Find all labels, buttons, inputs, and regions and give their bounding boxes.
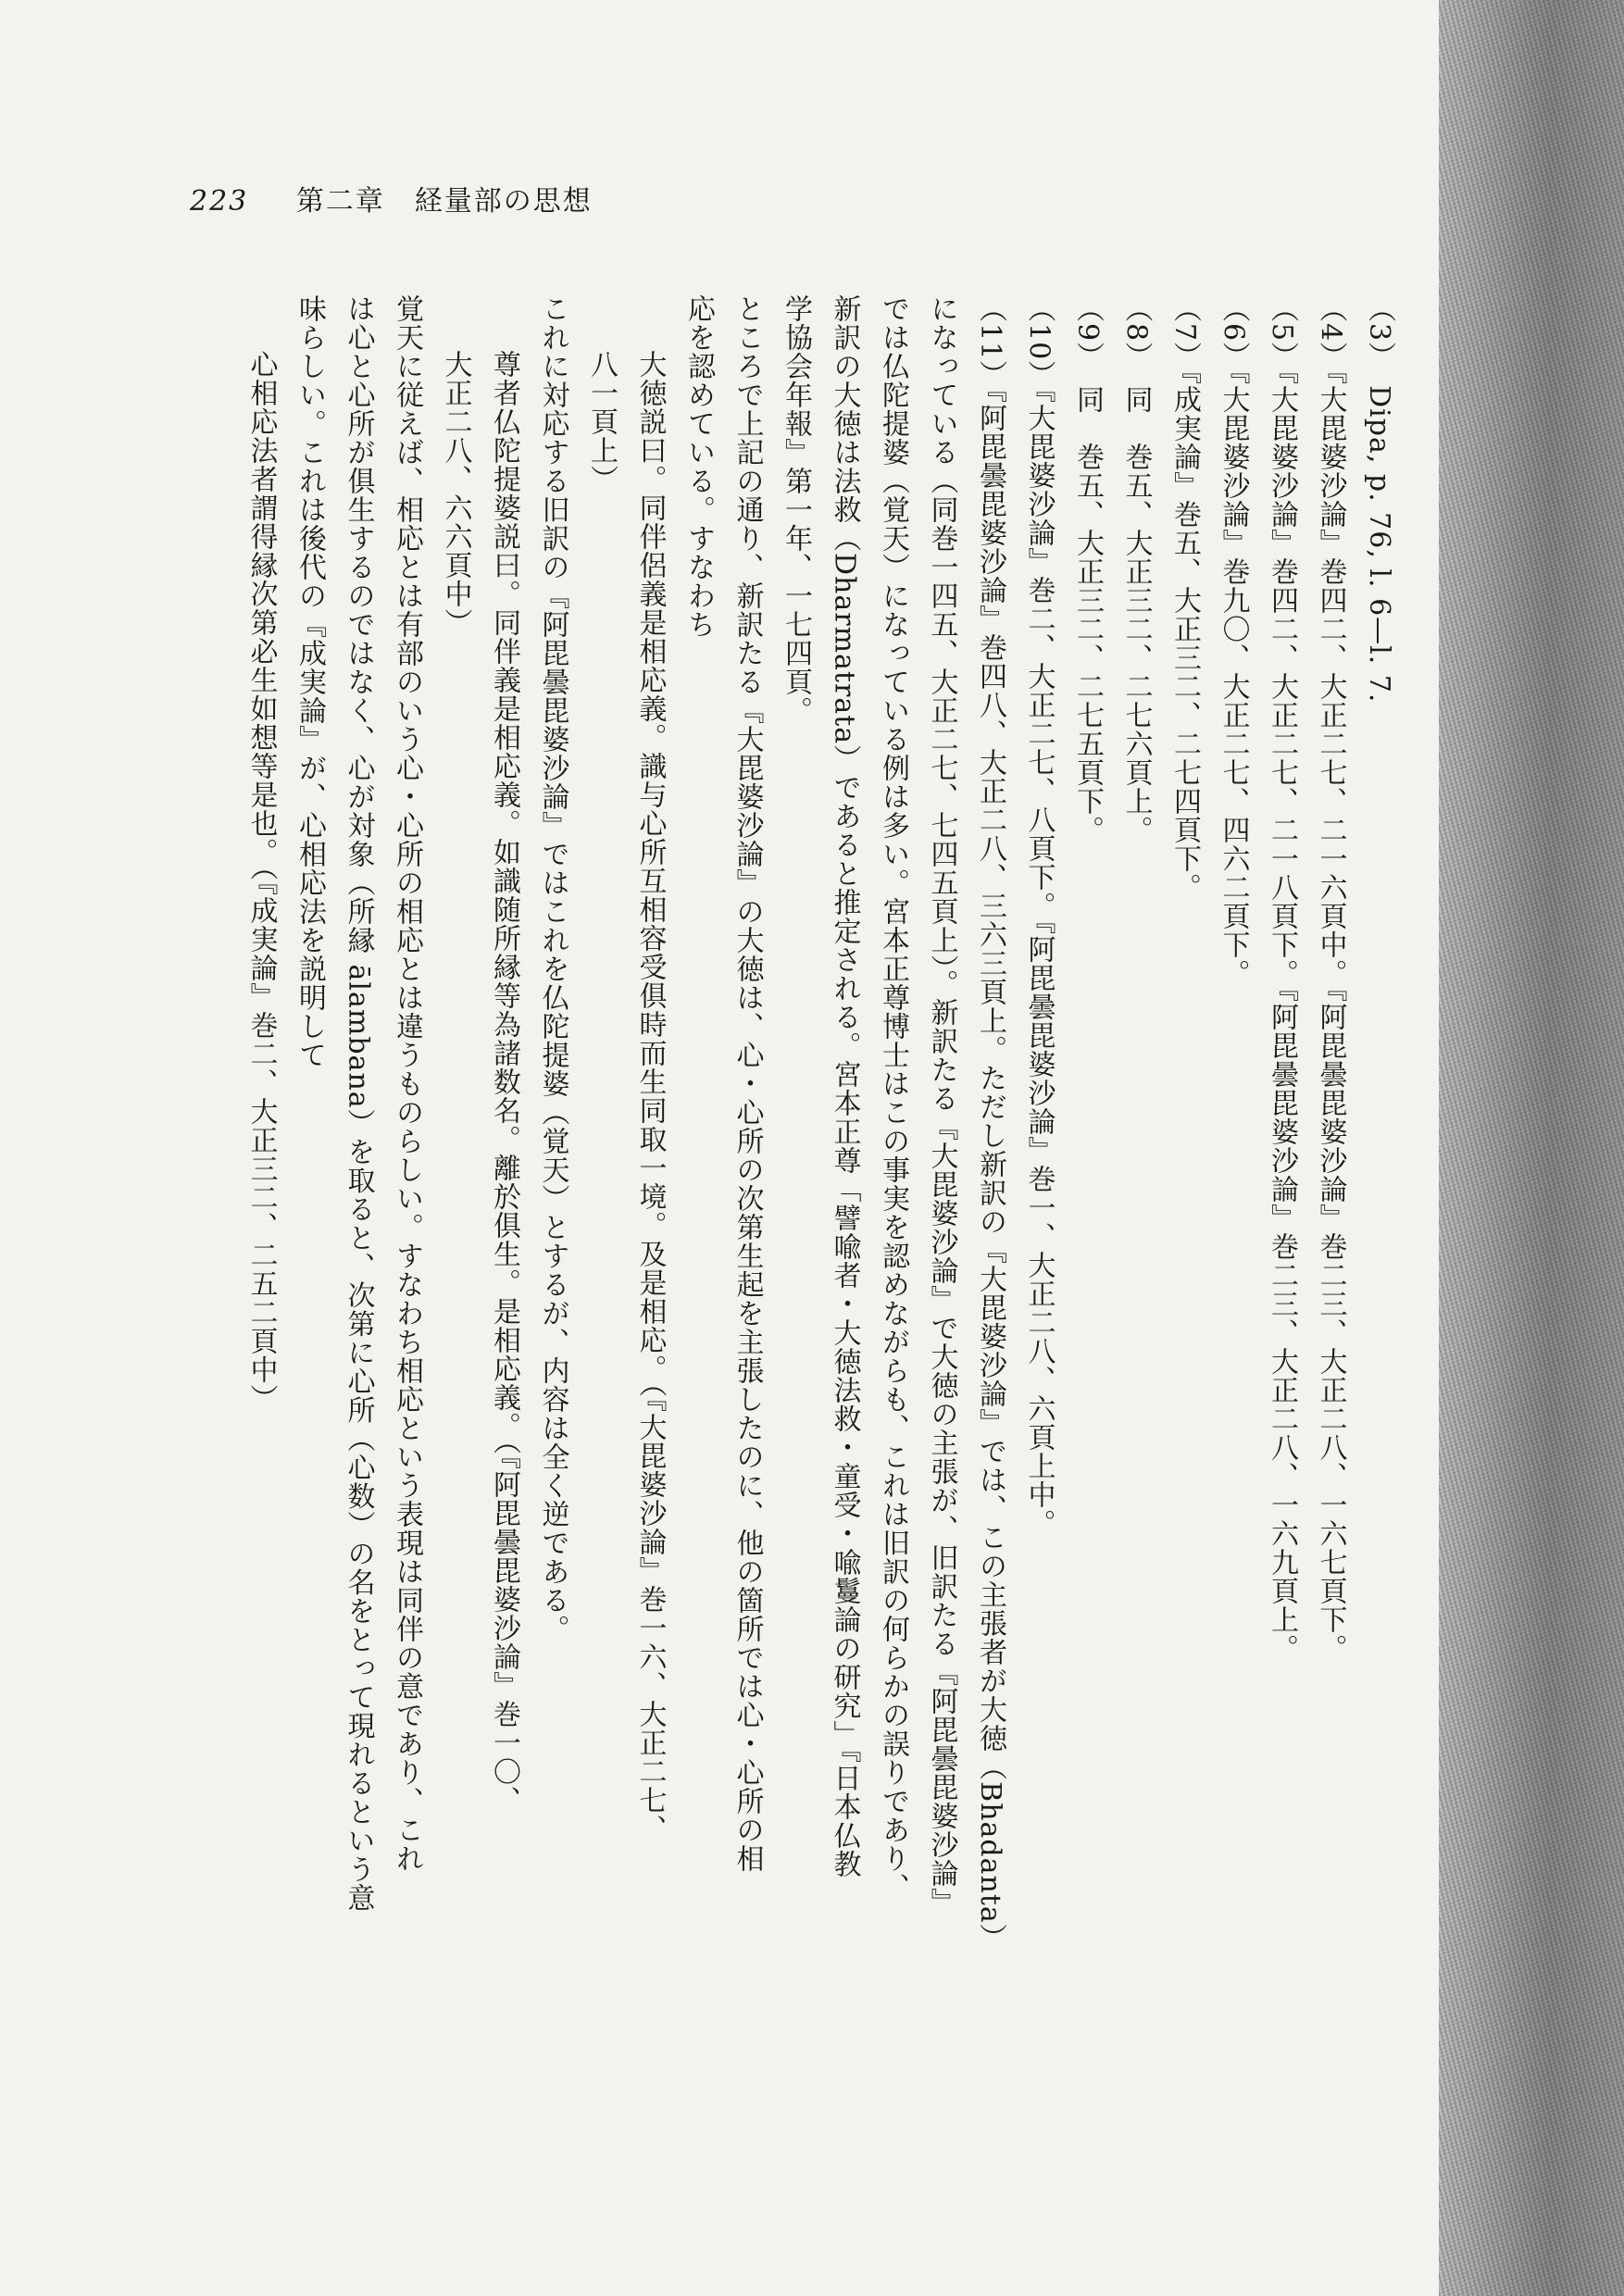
scan-edge-shadow [1439, 0, 1624, 2296]
note-line: は心と心所が俱生するのではなく、心が対象（所縁 ālambana）を取ると、次第に心所（心数）の名をとって現れるという意 [342, 294, 375, 1913]
note-line: （6）『大毘婆沙論』巻九〇、大正二七、四六二頁下。 [1217, 294, 1250, 989]
quote-line: 心相応法者謂得縁次第必生如想等是也。（『成実論』巻二、大正三二、二五二頁中） [244, 350, 278, 1413]
footnotes [162, 294, 1403, 1953]
note-line: （10）『大毘婆沙論』巻二、大正二七、八頁下。『阿毘曇毘婆沙論』巻一、大正二八、六頁上中。 [1022, 294, 1056, 1539]
page-header [190, 178, 593, 218]
note-line: 覚天に従えば、相応とは有部のいう心・心所の相応とは違うものらしい。すなわち相応という表現は同伴の意であり、これ [391, 294, 423, 1873]
note-line: では仏陀提婆（覚天）になっている例は多い。宮本正尊博士はこの事実を認めながらも、これは旧訳の何らかの誤りであり、 [877, 294, 909, 1902]
note-line: 学協会年報』第一年、一七四頁。 [780, 294, 812, 725]
note-line: （3） Dipa, p. 76, l. 6—l. 7. [1363, 294, 1395, 704]
note-line: になっている（同巻一四五、大正二七、七四五頁上）。新訳たる『大毘婆沙論』で大徳の主張が、旧訳たる『阿毘曇毘婆沙論』 [925, 294, 958, 1916]
note-line: これに対応する旧訳の『阿毘曇毘婆沙論』ではこれを仏陀提婆（覚天）とするが、内容は全く逆である。 [536, 294, 569, 1643]
note-line: 新訳の大徳は法救（Dharmatrata）であると推定される。宮本正尊「譬喩者・大徳法救・童受・喩鬘論の研究」『日本仏教 [828, 294, 861, 1879]
quote-line: 八一頁上） [585, 350, 618, 493]
quote-line: 尊者仏陀提婆説曰。同伴義是相応義。如識随所縁等為諸数名。離於俱生。是相応義。（『阿毘曇毘婆沙論』巻一〇、 [488, 350, 520, 1815]
note-line: （5）『大毘婆沙論』巻四二、大正二七、二一八頁下。『阿毘曇毘婆沙論』巻二三、大正二八、一六九頁上。 [1266, 294, 1298, 1664]
page-number: 223 [190, 185, 249, 218]
note-line: 味らしい。これは後代の『成実論』が、心相応法を説明して [294, 294, 326, 1069]
quote-line: 大正二八、六六頁中） [439, 350, 472, 637]
note-line: （11）『阿毘曇毘婆沙論』巻四八、大正二八、三六三頁上。ただし新訳の『大毘婆沙論』では、この主張者が大徳（Bhadanta） [974, 294, 1006, 1953]
note-line: （8） 同 巻五、大正三二、二七六頁上。 [1119, 294, 1153, 845]
quote-line: 大徳説曰。同伴侶義是相応義。識与心所互相容受俱時而生同取一境。及是相応。（『大毘婆沙論』巻一六、大正二七、 [633, 350, 667, 1843]
note-line: （4）『大毘婆沙論』巻四二、大正二七、二一六頁中。『阿毘曇毘婆沙論』巻二三、大正二八、一六七頁下。 [1314, 294, 1347, 1664]
note-line: （7）『成実論』巻五、大正三二、二七四頁下。 [1168, 294, 1201, 903]
note-line: 応を認めている。すなわち [682, 294, 715, 639]
chapter-title: 第二章 経量部の思想 [295, 185, 593, 218]
note-line: ところで上記の通り、新訳たる『大毘婆沙論』の大徳は、心・心所の次第生起を主張したのに、他の箇所では心・心所の相 [731, 294, 764, 1873]
note-line: （9） 同 巻五、大正三二、二七五頁下。 [1071, 294, 1104, 845]
